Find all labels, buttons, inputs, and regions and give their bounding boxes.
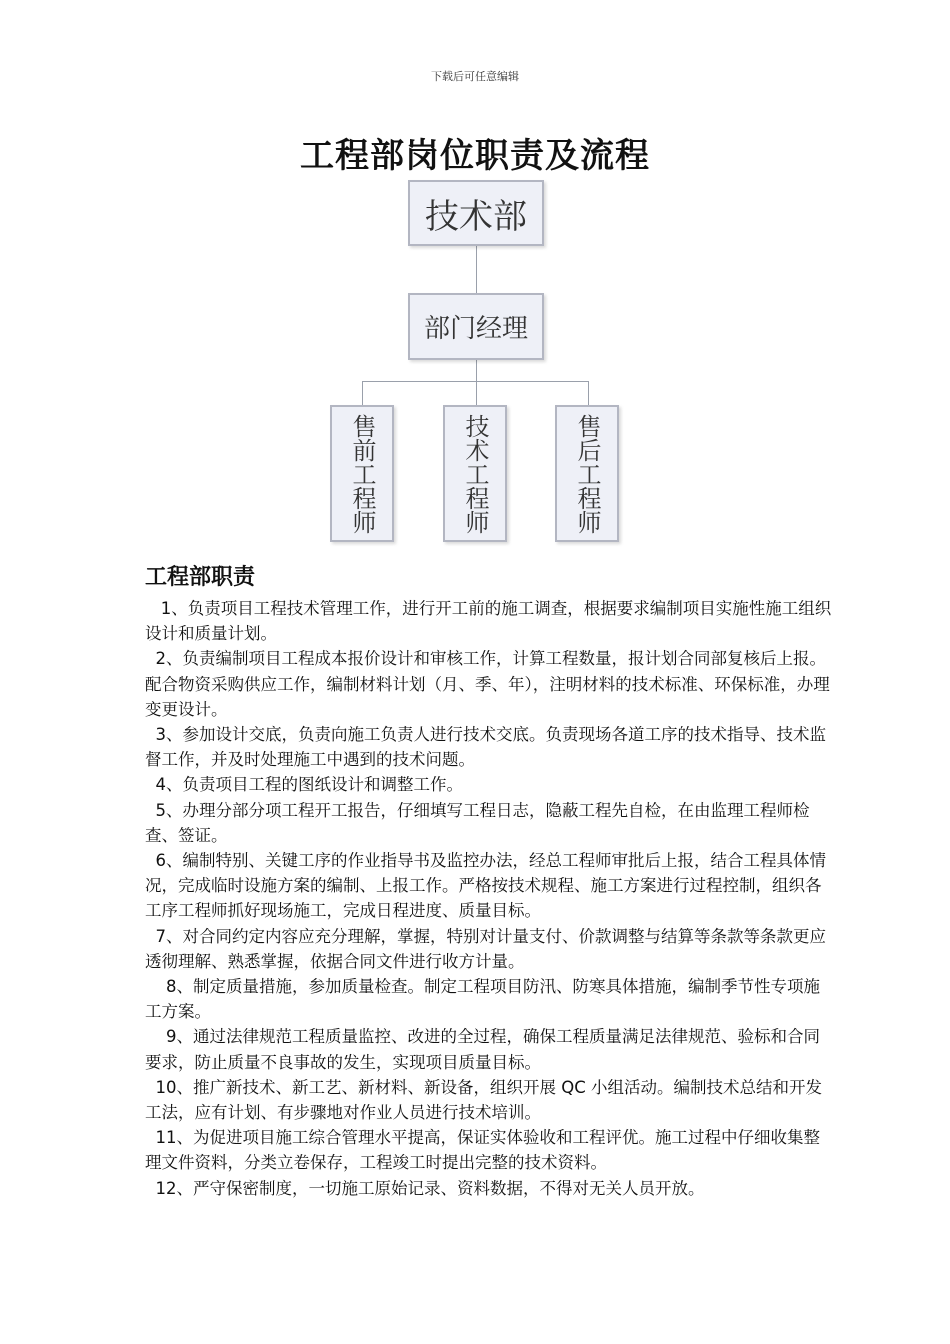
duty-paragraph: 2、负责编制项目工程成本报价设计和审核工作，计算工程数量，报计划合同部复核后上报。配合物资采购供应工作，编制材料计划（月、季、年），注明材料的技术标准、环保标准，办理变更设计。 [145,649,830,719]
connector-child-3 [588,381,589,405]
duty-paragraph: 4、负责项目工程的图纸设计和调整工作。 [145,775,463,795]
header-note: 下载后可任意编辑 [431,70,519,83]
org-node-presales: 售前工程师 [330,405,394,542]
connector-top-mid [476,246,477,293]
section-title: 工程部职责 [145,565,256,590]
duty-paragraph: 3、参加设计交底，负责向施工负责人进行技术交底。负责现场各道工序的技术指导、技术监督工作，并及时处理施工中遇到的技术问题。 [145,725,826,770]
duty-paragraph: 7、对合同约定内容应充分理解，掌握，特别对计量支付、价款调整与结算等条款等条款更应透彻理解、熟悉掌握，依据合同文件进行收方计量。 [145,926,826,971]
duty-paragraph: 8、制定质量措施，参加质量检查。制定工程项目防汛、防寒具体措施，编制季节性专项施工方案。 [145,977,820,1022]
duty-paragraph: 9、通过法律规范工程质量监控、改进的全过程，确保工程质量满足法律规范、验标和合同要求，防止质量不良事故的发生，实现项目质量目标。 [145,1027,820,1072]
org-node-tech-engineer: 技术工程师 [443,405,507,542]
connector-child-2 [476,381,477,405]
org-chart [0,0,950,560]
duty-paragraph: 10、推广新技术、新工艺、新材料、新设备，组织开展 QC 小组活动。编制技术总结和开发工法，应有计划、有步骤地对作业人员进行技术培训。 [145,1077,822,1123]
duty-paragraph: 12、严守保密制度，一切施工原始记录、资料数据，不得对无关人员开放。 [145,1178,705,1198]
org-node-manager: 部门经理 [408,293,544,360]
duties-list [145,596,835,1201]
duty-paragraph: 11、为促进项目施工综合管理水平提高，保证实体验收和工程评优。施工过程中仔细收集整理文件资料，分类立卷保存，工程竣工时提出完整的技术资料。 [145,1128,820,1173]
org-node-tech-dept: 技术部 [408,180,544,246]
duty-paragraph: 5、办理分部分项工程开工报告，仔细填写工程日志，隐蔽工程先自检，在由监理工程师检查、签证。 [145,800,810,845]
document-title: 工程部岗位职责及流程 [300,136,650,176]
org-node-aftersales: 售后工程师 [555,405,619,542]
duty-paragraph: 6、编制特别、关键工序的作业指导书及监控办法，经总工程师审批后上报，结合工程具体情况，完成临时设施方案的编制、上报工作。严格按技术规程、施工方案进行过程控制，组织各工序工程师抓好现场施工，完成日程进度、质量目标。 [145,851,826,921]
connector-mid-down [476,360,477,381]
connector-child-1 [362,381,363,405]
duty-paragraph: 1、负责项目工程技术管理工作，进行开工前的施工调查，根据要求编制项目实施性施工组织设计和质量计划。 [145,599,832,644]
